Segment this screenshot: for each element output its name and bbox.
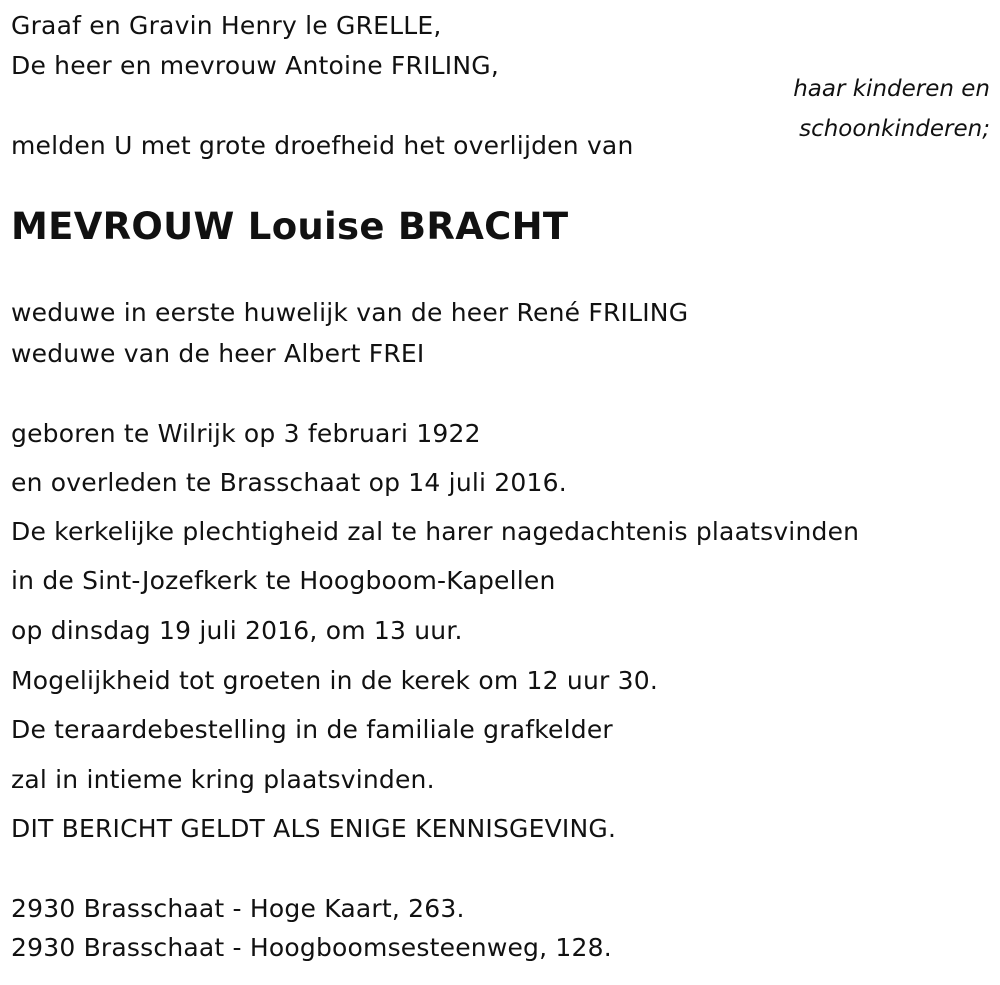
announcer-line-1: Graaf en Gravin Henry le GRELLE, [11, 11, 442, 40]
address-line-1: 2930 Brasschaat - Hoge Kaart, 263. [11, 894, 465, 923]
widow-line-2: weduwe van de heer Albert FREI [11, 339, 425, 368]
notice-line: DIT BERICHT GELDT ALS ENIGE KENNISGEVING. [11, 814, 617, 843]
burial-line: De teraardebestelling in de familiale grafkelder [11, 715, 613, 744]
date-time-line: op dinsdag 19 juli 2016, om 13 uur. [11, 616, 463, 645]
deceased-name: MEVROUW Louise BRACHT [11, 205, 569, 248]
widow-line-1: weduwe in eerste huwelijk van de heer René FRILING [11, 298, 689, 327]
birth-line: geboren te Wilrijk op 3 februari 1922 [11, 419, 481, 448]
address-line-2: 2930 Brasschaat - Hoogboomsesteenweg, 128. [11, 933, 612, 962]
condolence-line: Mogelijkheid tot groeten in de kerek om 12 uur 30. [11, 666, 658, 695]
announcement-line: melden U met grote droefheid het overlijden van [11, 131, 634, 160]
ceremony-line: De kerkelijke plechtigheid zal te harer nagedachtenis plaatsvinden [11, 517, 860, 546]
church-line: in de Sint-Jozefkerk te Hoogboom-Kapellen [11, 566, 556, 595]
burial-privacy-line: zal in intieme kring plaatsvinden. [11, 765, 435, 794]
announcer-line-2: De heer en mevrouw Antoine FRILING, [11, 51, 499, 80]
relation-line-2: schoonkinderen; [799, 116, 990, 142]
death-line: en overleden te Brasschaat op 14 juli 2016. [11, 468, 567, 497]
relation-line-1: haar kinderen en [793, 76, 990, 102]
